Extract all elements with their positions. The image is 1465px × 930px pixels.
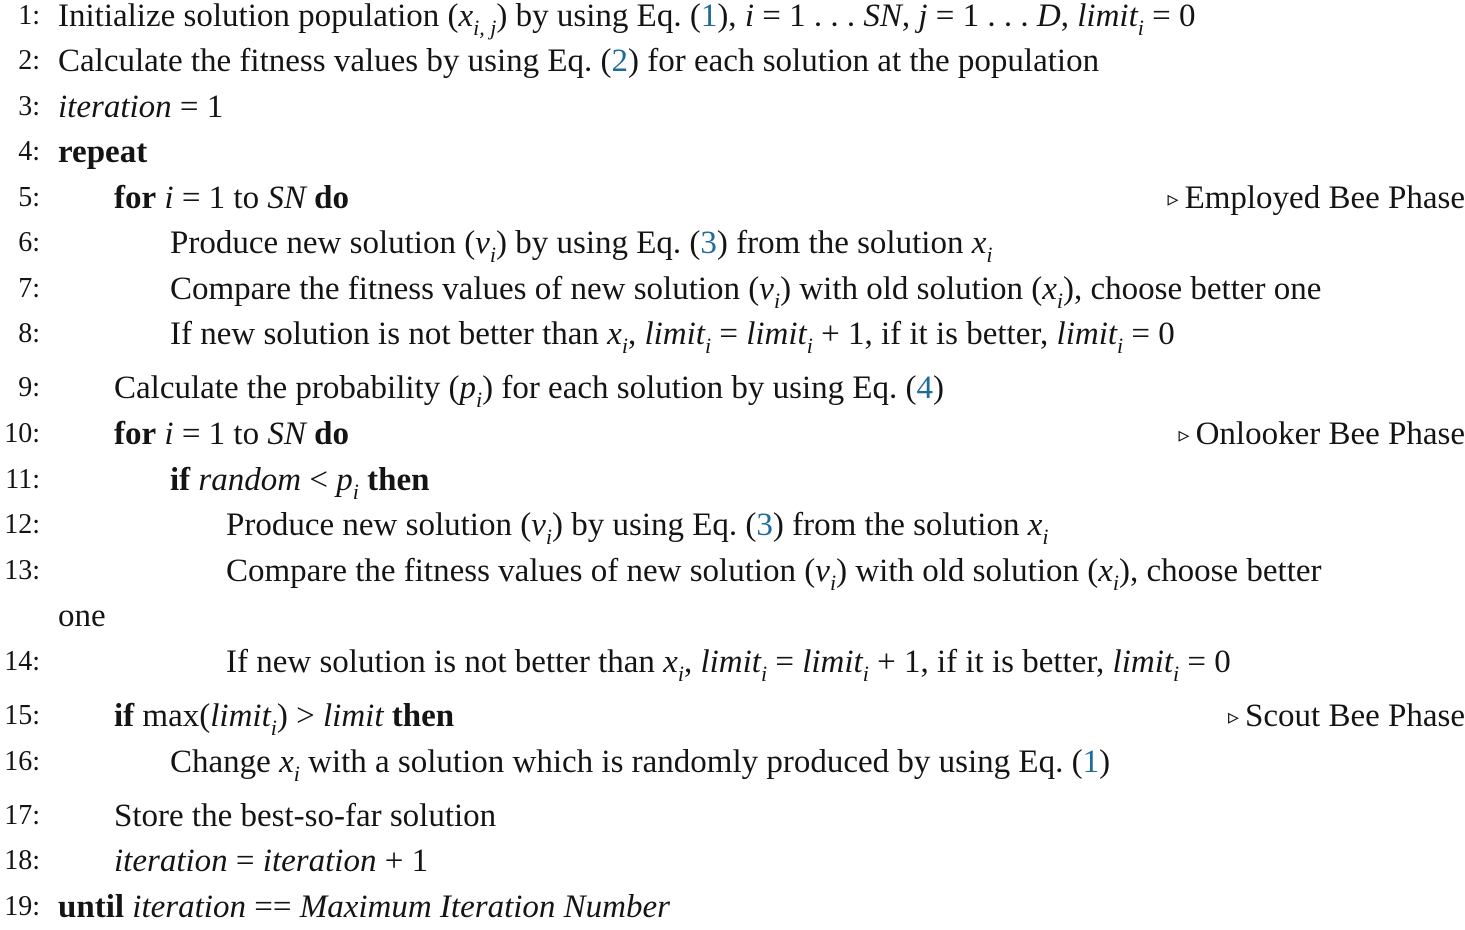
math-subscript: i xyxy=(475,387,483,412)
keyword: until xyxy=(58,889,125,925)
line-number: 18: xyxy=(4,845,40,876)
math-subscript: i xyxy=(489,242,496,267)
line-number: 13: xyxy=(4,555,40,586)
algorithm-line xyxy=(0,639,1465,685)
algorithm-line xyxy=(0,548,1465,594)
math-var: v xyxy=(475,225,490,261)
math-var: limit xyxy=(1077,0,1138,34)
text: ), xyxy=(717,0,745,34)
algorithm-line xyxy=(0,129,1465,175)
comment-triangle-icon: ▹ xyxy=(1178,422,1190,447)
keyword: then xyxy=(391,698,455,734)
text: , xyxy=(627,316,645,352)
text: ), choose better one xyxy=(1063,271,1322,307)
math-subscript: i xyxy=(1137,15,1144,40)
text: ) by using Eq. ( xyxy=(496,0,701,34)
keyword: repeat xyxy=(58,134,148,170)
math-var: i xyxy=(744,0,754,34)
phase-comment xyxy=(1179,411,1465,460)
text: Calculate the fitness values by using Eq. ( xyxy=(58,43,612,79)
text: = xyxy=(227,843,263,879)
text: If new solution is not better than xyxy=(226,644,664,680)
keyword: for xyxy=(114,416,157,452)
math-subscript: i xyxy=(270,715,277,740)
line-content xyxy=(114,838,428,884)
math-var: x xyxy=(1027,507,1043,543)
line-number: 5: xyxy=(18,182,40,213)
keyword: do xyxy=(314,416,349,452)
line-content xyxy=(58,84,223,130)
text: , xyxy=(683,644,701,680)
line-number: 15: xyxy=(4,700,40,731)
text: = xyxy=(767,644,803,680)
equation-ref: 3 xyxy=(756,507,773,543)
line-content xyxy=(170,311,1175,360)
line-number: 9: xyxy=(18,372,40,403)
math-subscript: i xyxy=(862,661,869,686)
keyword: for xyxy=(114,180,157,216)
algorithm-line xyxy=(0,365,1465,411)
line-content xyxy=(170,266,1321,315)
text xyxy=(306,180,314,216)
math-var: i xyxy=(164,180,174,216)
algorithm-line xyxy=(0,457,1465,503)
algorithm-line xyxy=(0,220,1465,266)
line-content xyxy=(114,793,496,839)
text: ), choose better xyxy=(1119,553,1322,589)
math-var: i xyxy=(164,416,174,452)
phase-comment xyxy=(1168,175,1465,224)
text: ) with old solution ( xyxy=(836,553,1099,589)
text: Store the best-so-far solution xyxy=(114,798,497,834)
line-content xyxy=(170,220,992,269)
math-var: D xyxy=(1036,0,1061,34)
algorithm-line xyxy=(0,411,1465,457)
algorithm-line xyxy=(0,0,1465,39)
line-number: 12: xyxy=(4,509,40,540)
math-var: limit xyxy=(746,316,807,352)
text: ) xyxy=(1099,744,1111,780)
math-var: Maximum Iteration Number xyxy=(299,889,670,925)
math-var: limit xyxy=(802,644,863,680)
math-var: limit xyxy=(1112,644,1174,680)
math-subscript: i xyxy=(293,761,300,786)
text: Compare the fitness values of new solution ( xyxy=(226,553,816,589)
phase-comment-text: Scout Bee Phase xyxy=(1245,698,1465,734)
algorithm-line xyxy=(0,311,1465,357)
equation-ref: 1 xyxy=(700,0,718,34)
text: + 1, if it is better, xyxy=(812,316,1057,352)
text: = 1 to xyxy=(173,180,268,216)
math-var: limit xyxy=(644,316,705,352)
line-content xyxy=(170,457,429,506)
line-content xyxy=(58,38,1099,84)
text xyxy=(359,462,367,498)
text: + 1, if it is better, xyxy=(868,644,1113,680)
text: = 0 xyxy=(1179,644,1231,680)
math-subscript: i xyxy=(760,661,768,686)
text: max( xyxy=(134,698,211,734)
equation-ref: 2 xyxy=(611,43,629,79)
algorithm-line xyxy=(0,693,1465,739)
math-var: iteration xyxy=(132,889,246,925)
math-var: limit xyxy=(210,698,271,734)
math-subscript: i, j xyxy=(473,15,497,40)
keyword: if xyxy=(170,462,191,498)
math-var: x xyxy=(971,225,987,261)
algorithm-line xyxy=(0,884,1465,930)
line-number: 4: xyxy=(18,136,40,167)
line-content xyxy=(58,129,147,175)
text: = 0 xyxy=(1123,316,1175,352)
algorithm-line xyxy=(0,739,1465,785)
math-subscript: i xyxy=(1173,661,1180,686)
line-number: 1: xyxy=(18,0,40,31)
text: == xyxy=(245,889,300,925)
math-var: x xyxy=(1098,553,1113,589)
line-number: 8: xyxy=(18,318,40,349)
line-number: 19: xyxy=(4,891,40,922)
line-number: 16: xyxy=(4,746,40,777)
text: , xyxy=(901,0,919,34)
math-var: limit xyxy=(700,644,761,680)
text xyxy=(306,416,314,452)
math-subscript: i xyxy=(829,570,837,595)
text: = 1 . . . xyxy=(753,0,864,34)
text: If new solution is not better than xyxy=(170,316,608,352)
math-subscript: i xyxy=(986,242,993,267)
comment-triangle-icon: ▹ xyxy=(1227,704,1240,729)
line-content xyxy=(114,175,349,221)
text: ) xyxy=(933,370,945,406)
math-var: iteration xyxy=(114,843,228,879)
text: ) with old solution ( xyxy=(780,271,1043,307)
line-number: 14: xyxy=(4,646,40,677)
line-number: 6: xyxy=(18,227,40,258)
math-subscript: i xyxy=(806,333,813,358)
math-subscript: i xyxy=(621,333,628,358)
math-var: v xyxy=(531,507,546,543)
text: Calculate the probability ( xyxy=(114,370,460,406)
line-content xyxy=(226,548,1322,597)
text: = 1 xyxy=(171,89,224,125)
text: ) from the solution xyxy=(716,225,972,261)
line-content xyxy=(170,739,1110,788)
text: ) > xyxy=(276,698,323,734)
equation-ref: 4 xyxy=(916,370,934,406)
text: Initialize solution population ( xyxy=(58,0,459,34)
line-content xyxy=(58,0,1196,42)
text: ) from the solution xyxy=(772,507,1028,543)
math-subscript: i xyxy=(677,661,684,686)
algorithm-line xyxy=(0,502,1465,548)
line-content xyxy=(114,365,944,414)
text: = 1 . . . xyxy=(927,0,1037,34)
text xyxy=(384,698,392,734)
line-content xyxy=(58,884,670,930)
line-content xyxy=(114,693,454,742)
math-subscript: i xyxy=(545,524,552,549)
algorithm-line xyxy=(0,38,1465,84)
math-var: SN xyxy=(267,180,306,216)
math-subscript: i xyxy=(1112,570,1120,595)
text: Compare the fitness values of new solution ( xyxy=(170,271,760,307)
math-var: random xyxy=(198,462,302,498)
text: Change xyxy=(170,744,280,780)
text: < xyxy=(301,462,337,498)
algorithm-line-continuation xyxy=(0,593,1465,639)
keyword: then xyxy=(367,462,430,498)
math-subscript: i xyxy=(352,479,359,504)
math-var: iteration xyxy=(262,843,377,879)
text: Produce new solution ( xyxy=(170,225,476,261)
math-var: x xyxy=(607,316,622,352)
algorithm-line xyxy=(0,266,1465,312)
text: = 0 xyxy=(1143,0,1196,34)
math-var: p xyxy=(459,370,476,406)
math-var: SN xyxy=(863,0,902,34)
text: Produce new solution ( xyxy=(226,507,532,543)
equation-ref: 1 xyxy=(1082,744,1100,780)
math-var: x xyxy=(279,744,294,780)
math-var: x xyxy=(1042,271,1057,307)
math-var: x xyxy=(458,0,474,34)
text: with a solution which is randomly produced by using Eq. ( xyxy=(299,744,1083,780)
phase-comment-text: Employed Bee Phase xyxy=(1184,180,1465,216)
math-var: v xyxy=(759,271,774,307)
text: + 1 xyxy=(376,843,429,879)
line-number: 3: xyxy=(18,91,40,122)
text: = xyxy=(711,316,747,352)
line-content xyxy=(226,639,1231,688)
text: ) for each solution by using Eq. ( xyxy=(482,370,917,406)
math-var: x xyxy=(663,644,678,680)
text: ) by using Eq. ( xyxy=(495,225,701,261)
math-var: limit xyxy=(322,698,384,734)
equation-ref: 3 xyxy=(700,225,717,261)
line-content xyxy=(114,411,349,457)
text: , xyxy=(1060,0,1078,34)
math-subscript: i xyxy=(1056,288,1064,313)
math-var: v xyxy=(815,553,830,589)
algorithm-line xyxy=(0,175,1465,221)
math-subscript: i xyxy=(1042,524,1049,549)
line-number: 10: xyxy=(4,418,40,449)
line-content xyxy=(226,502,1048,551)
math-var: limit xyxy=(1056,316,1118,352)
math-var: SN xyxy=(267,416,306,452)
wrapped-text: one xyxy=(58,598,106,634)
math-subscript: i xyxy=(1117,333,1124,358)
math-subscript: i xyxy=(704,333,712,358)
line-number: 11: xyxy=(5,464,40,495)
phase-comment-text: Onlooker Bee Phase xyxy=(1195,416,1465,452)
line-number: 2: xyxy=(18,45,40,76)
math-var: p xyxy=(336,462,353,498)
text: ) for each solution at the population xyxy=(628,43,1100,79)
math-subscript: i xyxy=(773,288,781,313)
line-number: 17: xyxy=(4,800,40,831)
algorithm-line xyxy=(0,838,1465,884)
phase-comment xyxy=(1228,693,1465,742)
text: ) by using Eq. ( xyxy=(551,507,757,543)
line-number: 7: xyxy=(18,273,40,304)
keyword: if xyxy=(114,698,135,734)
algorithm-line xyxy=(0,793,1465,839)
math-var: iteration xyxy=(58,89,172,125)
math-var: j xyxy=(918,0,928,34)
algorithm-line xyxy=(0,84,1465,130)
keyword: do xyxy=(314,180,349,216)
text: = 1 to xyxy=(173,416,268,452)
comment-triangle-icon: ▹ xyxy=(1167,186,1179,211)
